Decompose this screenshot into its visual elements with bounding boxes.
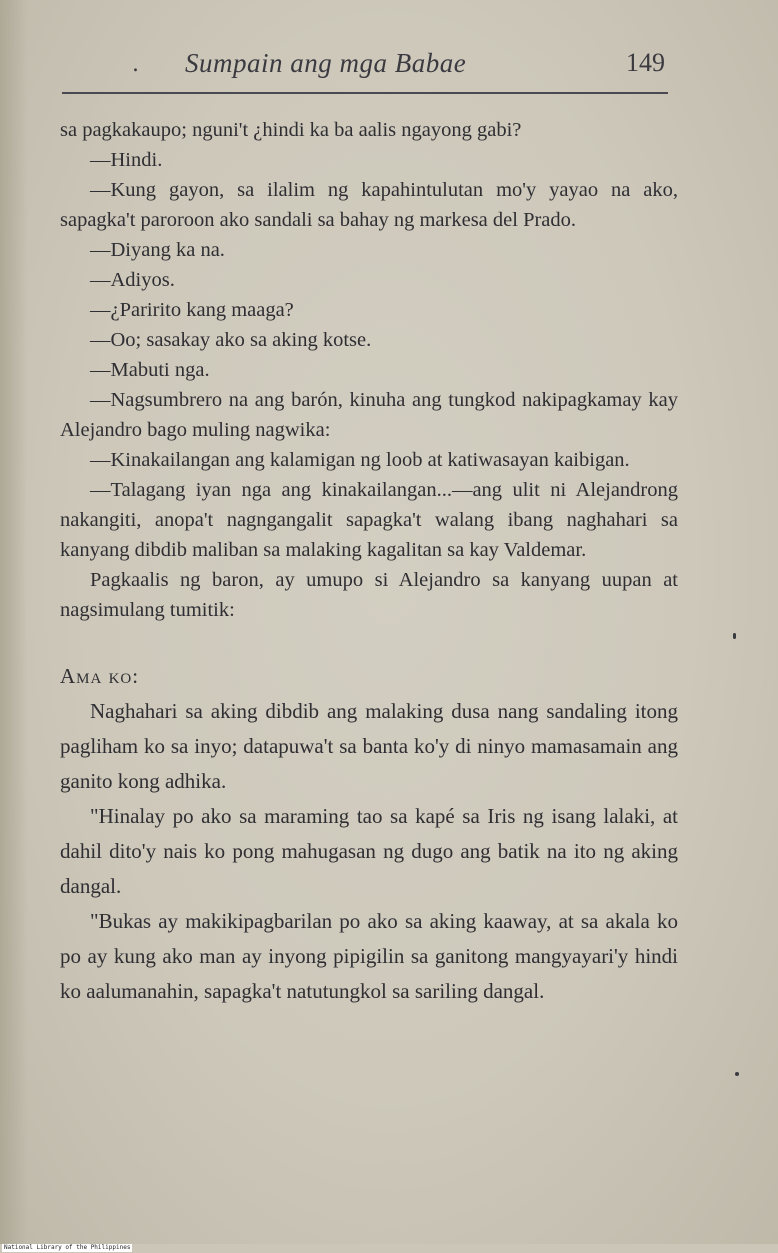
paragraph: —Mabuti nga.	[90, 359, 210, 381]
letter-paragraph: Naghahari sa aking dibdib ang malaking dusa nang sandaling itong pagliham ko sa inyo; datapuwa't sa banta ko'y di ninyo mamasamain ang ganito kong adhika.	[60, 699, 678, 793]
body-text	[60, 115, 678, 1009]
page-header	[0, 46, 778, 86]
paragraph: —Talagang iyan nga ang kinakailangan...—ang ulit ni Alejandrong nakangiti, anopa't nagngangalit sapagka't walang ibang naghahari sa kanyang dibdib maliban sa malaking kagalitan sa kay Valdemar.	[60, 479, 678, 561]
paragraph: Pagkaalis ng baron, ay umupo si Alejandro sa kanyang uupan at nagsimulang tumitik:	[60, 569, 678, 621]
paragraph: —Adiyos.	[90, 269, 175, 291]
library-credit: National Library of the Philippines	[4, 1244, 131, 1251]
letter-paragraph: "Bukas ay makikipagbarilan po ako sa aking kaaway, at sa akala ko po ay kung ako man ay inyong pipigilin sa ganitong mangyayari'y hindi ko aalumanahin, sapagka't natutungkol sa sariling dangal.	[60, 909, 678, 1003]
header-rule	[62, 92, 668, 94]
paragraph: —Hindi.	[90, 149, 163, 171]
letter-salutation: Ama ko:	[60, 664, 140, 688]
header-dot: .	[132, 52, 139, 77]
page-number: 149	[626, 48, 665, 77]
paragraph: sa pagkakaupo; nguni't ¿hindi ka ba aalis ngayong gabi?	[60, 119, 522, 141]
paragraph: —Nagsumbrero na ang barón, kinuha ang tungkod nakipagkamay kay Alejandro bago muling nagwika:	[60, 389, 678, 441]
ink-speck	[735, 1072, 739, 1076]
paragraph: —Oo; sasakay ako sa aking kotse.	[90, 329, 372, 351]
letter-paragraph: "Hinalay po ako sa maraming tao sa kapé sa Iris ng isang lalaki, at dahil dito'y nais ko pong mahugasan ng dugo ang batik na ito ng aking dangal.	[60, 804, 678, 898]
ink-speck	[733, 633, 736, 639]
running-title: Sumpain ang mga Babae	[185, 48, 467, 78]
letter	[60, 659, 678, 1009]
paragraph: —¿Paririto kang maaga?	[90, 299, 294, 321]
section-gap	[60, 625, 678, 659]
paragraph: —Diyang ka na.	[90, 239, 225, 261]
paragraph: —Kung gayon, sa ilalim ng kapahintulutan mo'y yayao na ako, sapagka't paroroon ako sandali sa bahay ng markesa del Prado.	[60, 179, 678, 231]
paragraph: —Kinakailangan ang kalamigan ng loob at katiwasayan kaibigan.	[90, 449, 630, 471]
